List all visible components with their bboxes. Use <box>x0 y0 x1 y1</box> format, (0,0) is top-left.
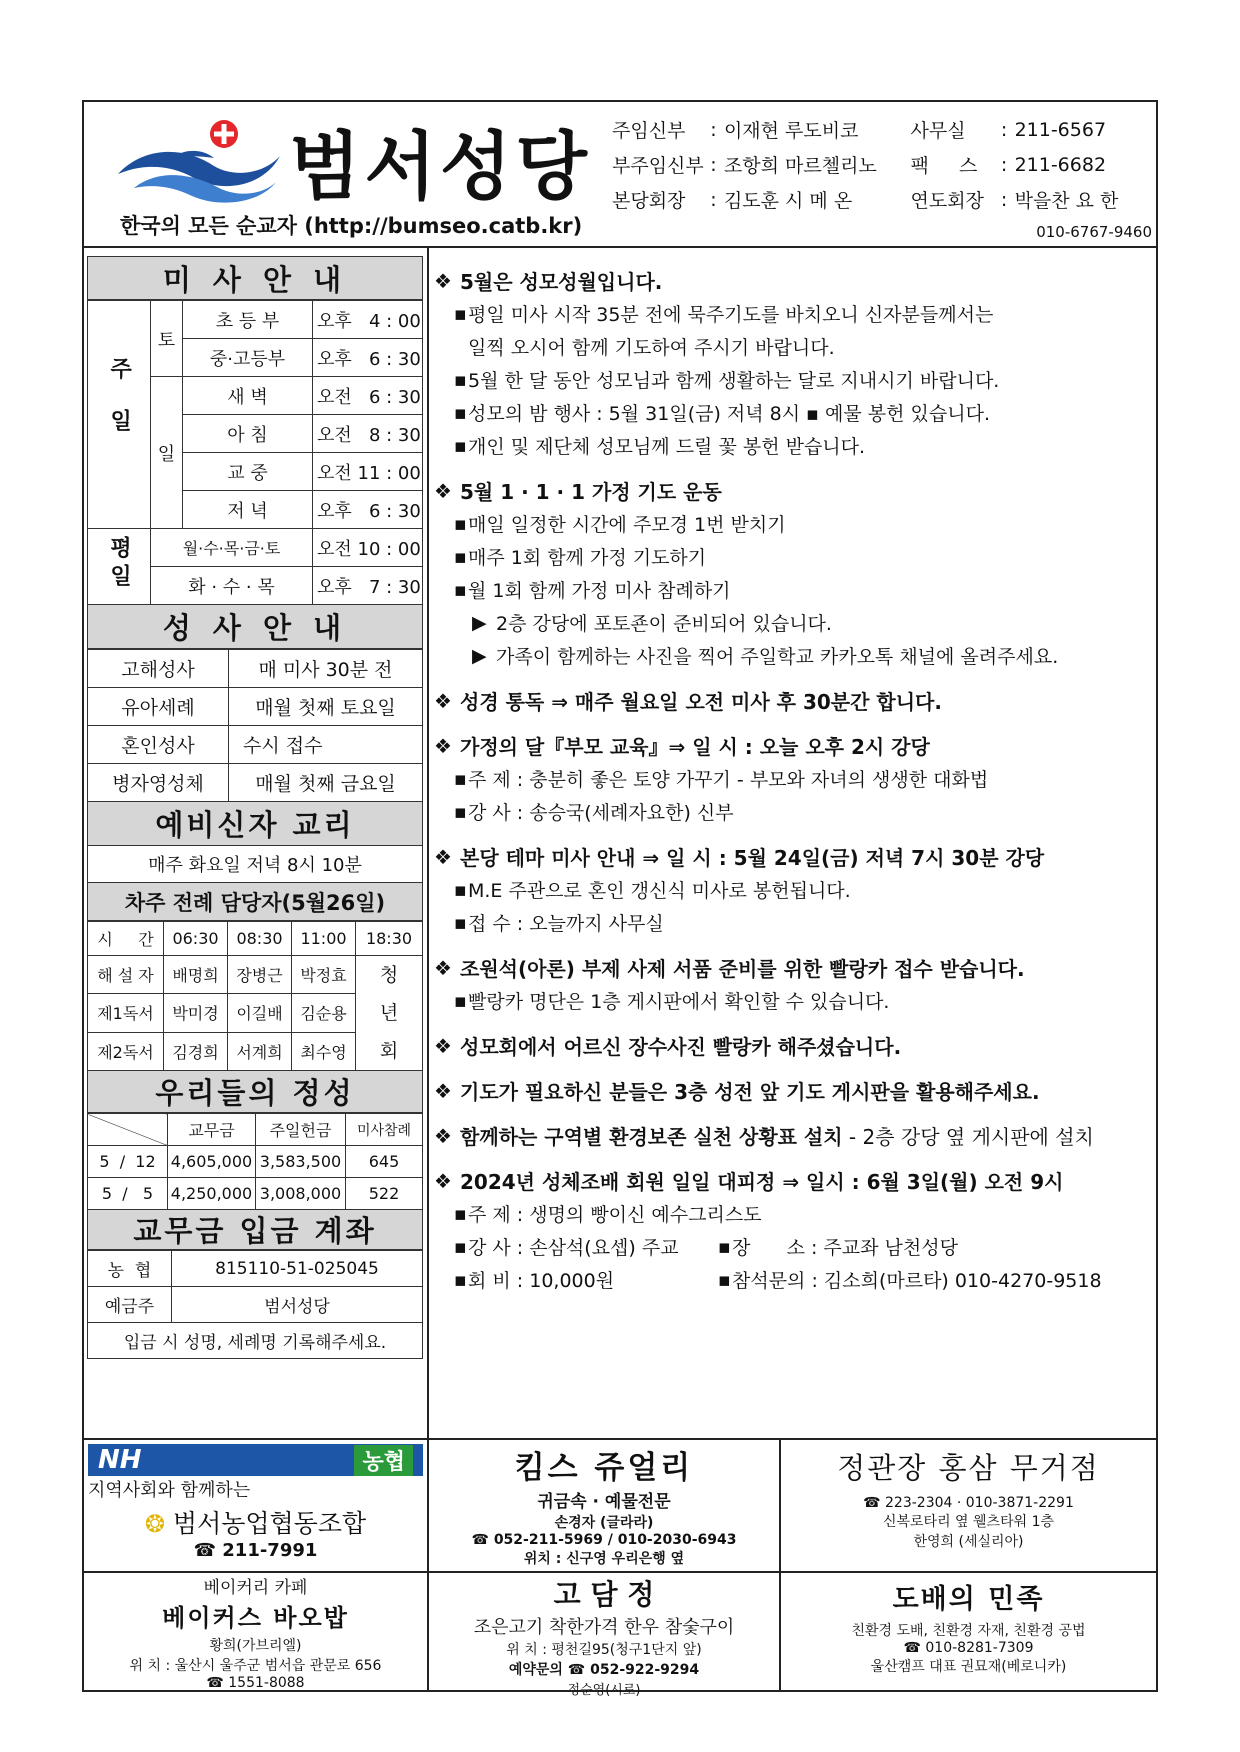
weekday-label-text: 평일 <box>106 535 132 592</box>
announcement-title <box>434 1119 1156 1152</box>
ad-nh <box>84 1440 429 1571</box>
nh-logo-kr-text: 농협 <box>362 1449 405 1475</box>
announcement-item <box>434 1263 1156 1296</box>
staff-sep: : <box>1000 153 1008 176</box>
offering-table <box>87 1113 423 1210</box>
duty-youth-char: 청 <box>379 964 399 986</box>
announcement-title-text: 5월은 성모성월입니다. <box>460 270 663 294</box>
offering-header: 교무금 <box>168 1114 256 1146</box>
table-row <box>88 1178 423 1210</box>
mass-time: 오전 11 : 00 <box>313 453 423 491</box>
diamond-bullet-icon: ❖ <box>434 844 452 869</box>
staff-role: 사무실 <box>910 120 966 142</box>
announcement-title <box>434 729 1156 762</box>
staff-sep: : <box>710 188 717 211</box>
parish-logo-icon <box>114 116 284 206</box>
duty-person: 배명희 <box>164 956 228 994</box>
announcement-title <box>434 264 1156 297</box>
diamond-bullet-icon: ❖ <box>434 1033 452 1058</box>
duty-time: 11:00 <box>292 922 356 956</box>
announcement-title-text: 기도가 필요하신 분들은 3층 성전 앞 기도 게시판을 활용해주세요. <box>460 1080 1040 1104</box>
dobae-desc: 친환경 도배, 친환경 자재, 친환경 공법 <box>851 1623 1086 1639</box>
announcement-item-text: 회 비 : 10,000원 <box>468 1270 615 1292</box>
table-row <box>88 301 423 339</box>
ginseng-owner: 한영희 (세실리아) <box>913 1534 1024 1550</box>
announcement-item-text: 강 사 : 손삼석(요셉) 주교 <box>468 1237 679 1259</box>
sacrament-value: 매월 첫째 토요일 <box>229 688 423 726</box>
offering-collection: 3,583,500 <box>256 1146 346 1178</box>
square-bullet-icon: ▪ <box>454 368 467 391</box>
staff-row <box>612 112 1152 147</box>
header <box>84 102 1156 248</box>
mass-name: 교 중 <box>183 453 313 491</box>
announcement-item-text: 일찍 오시어 함께 기도하여 주시기 바랍니다. <box>468 337 835 359</box>
diamond-bullet-icon: ❖ <box>434 955 452 980</box>
announcement-subitem <box>434 639 1156 672</box>
offering-attendance: 645 <box>346 1146 423 1178</box>
square-bullet-icon: ▪ <box>718 1235 731 1258</box>
square-bullet-icon: ▪ <box>454 1268 467 1291</box>
godam-owner: 정순영(시로) <box>567 1683 641 1698</box>
announcement-item <box>434 573 1156 606</box>
announcement-title-text: 함께하는 구역별 환경보존 실천 상황표 설치 <box>460 1125 843 1149</box>
announcement-item-text: 성모의 밤 행사 : 5월 31일(금) 저녁 8시 ▪ 예물 봉헌 있습니다. <box>468 403 991 425</box>
advertisements <box>84 1438 1156 1698</box>
announcement-item-text: M.E 주관으로 혼인 갱신식 미사로 봉헌됩니다. <box>468 880 851 902</box>
announcement-item <box>434 906 1156 939</box>
staff-sep: : <box>1000 188 1008 211</box>
sunday-label <box>88 301 151 529</box>
diamond-bullet-icon: ❖ <box>434 1123 452 1148</box>
duty-person: 서계희 <box>228 1032 292 1070</box>
mass-name: 초 등 부 <box>183 301 313 339</box>
bank-label: 농 협 <box>88 1251 172 1287</box>
mass-time: 오후 6 : 30 <box>313 339 423 377</box>
announcement-item <box>434 429 1156 462</box>
announcement-item-text: 평일 미사 시작 35분 전에 묵주기도를 바치오니 신자분들께서는 <box>468 304 994 326</box>
announcement <box>434 264 1156 462</box>
mass-table <box>87 300 423 605</box>
staff-role: 연도회장 <box>910 190 984 212</box>
staff-name: 조항희 마르첼리노 <box>723 155 877 177</box>
duty-time: 08:30 <box>228 922 292 956</box>
offering-title: 우리들의 정성 <box>87 1071 423 1113</box>
staff-value: 박을찬 요 한 <box>1014 190 1119 212</box>
duty-role: 제1독서 <box>88 994 164 1032</box>
bank-account: 815110-51-025045 <box>172 1251 423 1287</box>
announcement-item-text: 주 제 : 충분히 좋은 토양 가꾸기 - 부모와 자녀의 생생한 대화법 <box>468 769 989 791</box>
parish-subtitle: 한국의 모든 순교자 (http://bumseo.catb.kr) <box>120 214 583 238</box>
announcement-item-text: 매주 1회 함께 가정 기도하기 <box>468 547 707 569</box>
godam-desc: 조은고기 착한가격 한우 참숯구이 <box>473 1617 735 1638</box>
account-table <box>87 1250 423 1359</box>
triangle-bullet-icon: ▶ <box>472 644 487 667</box>
sacrament-title: 성 사 안 내 <box>87 605 423 649</box>
announcement-item-text: 강 사 : 송승국(세례자요한) 신부 <box>468 802 734 824</box>
staff-role: 부주임신부 <box>612 155 704 177</box>
staff-value: 211-6567 <box>1014 118 1107 141</box>
mass-name: 중·고등부 <box>183 339 313 377</box>
offering-header: 미사참례 <box>346 1114 423 1146</box>
square-bullet-icon: ▪ <box>454 878 467 901</box>
diamond-bullet-icon: ❖ <box>434 688 452 713</box>
diamond-bullet-icon: ❖ <box>434 268 452 293</box>
announcement-subitem <box>434 606 1156 639</box>
announcement-title <box>434 474 1156 507</box>
announcement <box>434 951 1156 1017</box>
square-bullet-icon: ▪ <box>454 1235 467 1258</box>
announcement-item <box>434 297 1156 330</box>
announcement-title <box>434 684 1156 717</box>
duty-youth <box>356 956 423 1071</box>
duty-person: 장병근 <box>228 956 292 994</box>
announcements <box>434 264 1156 1308</box>
announcement <box>434 1119 1156 1152</box>
offering-collection: 3,008,000 <box>256 1178 346 1210</box>
table-row <box>88 764 423 802</box>
staff-sep: : <box>710 153 717 176</box>
announcement-title <box>434 1029 1156 1062</box>
square-bullet-icon: ▪ <box>454 434 467 457</box>
announcement-title-text: 본당 테마 미사 안내 ⇒ 일 시 : 5월 24일(금) 저녁 7시 30분 강당 <box>460 846 1045 870</box>
table-row <box>88 1146 423 1178</box>
announcement <box>434 729 1156 828</box>
holder-label: 예금주 <box>88 1287 172 1323</box>
mass-time: 오후 6 : 30 <box>313 491 423 529</box>
diamond-bullet-icon: ❖ <box>434 733 452 758</box>
nh-logo <box>88 1444 423 1476</box>
holder-value: 범서성당 <box>172 1287 423 1323</box>
announcement-item <box>434 762 1156 795</box>
mass-time: 오전 10 : 00 <box>313 529 423 567</box>
announcement-title-text: 성경 통독 ⇒ 매주 월요일 오전 미사 후 30분간 합니다. <box>460 690 942 714</box>
announcement-item <box>434 795 1156 828</box>
jewelry-owner: 손경자 (글라라) <box>554 1515 654 1531</box>
nh-logo-text: NH <box>98 1445 142 1475</box>
square-bullet-icon: ▪ <box>454 302 467 325</box>
nh-logo-kr <box>354 1445 413 1476</box>
bakery-line1: 베이커리 카페 <box>203 1578 308 1598</box>
square-bullet-icon: ▪ <box>454 989 467 1012</box>
announcement-item-text: 5월 한 달 동안 성모님과 함께 생활하는 달로 지내시기 바랍니다. <box>468 370 1000 392</box>
table-row <box>88 529 423 567</box>
announcement-item <box>434 540 1156 573</box>
sacrament-value: 수시 접수 <box>229 726 423 764</box>
parish-name: 범서성당 <box>289 124 591 210</box>
duty-person: 최수영 <box>292 1032 356 1070</box>
duty-youth-char: 년 <box>379 1002 399 1024</box>
staff-extra-phone: 010-6767-9460 <box>1036 223 1152 241</box>
dobae-name: 도배의 민족 <box>892 1584 1045 1615</box>
duty-youth-char: 회 <box>379 1040 399 1062</box>
jewelry-phone: ☎ 052-211-5969 / 010-2030-6943 <box>471 1532 737 1548</box>
ad-jewelry <box>429 1440 781 1571</box>
table-row <box>88 726 423 764</box>
square-bullet-icon: ▪ <box>454 800 467 823</box>
announcement-title <box>434 951 1156 984</box>
godam-location: 위 치 : 평천길95(청구1단지 앞) <box>506 1642 702 1658</box>
announcement <box>434 1029 1156 1062</box>
sat-label: 토 <box>151 301 183 377</box>
sacrament-name: 고해성사 <box>88 650 229 688</box>
catechumen-value: 매주 화요일 저녁 8시 10분 <box>87 846 423 883</box>
offering-date: 5 / 12 <box>88 1146 168 1178</box>
sacrament-value: 매월 첫째 금요일 <box>229 764 423 802</box>
announcement-item-text: 빨랑카 명단은 1층 게시판에서 확인할 수 있습니다. <box>468 991 890 1013</box>
catechumen-title: 예비신자 교리 <box>87 802 423 846</box>
announcement-item-text: 2층 강당에 포토죤이 준비되어 있습니다. <box>496 613 832 635</box>
ad-godam <box>429 1571 781 1698</box>
announcement <box>434 840 1156 939</box>
square-bullet-icon: ▪ <box>718 1268 731 1291</box>
table-row <box>88 1287 423 1323</box>
duty-time-label: 시 간 <box>88 922 164 956</box>
mass-time: 오전 8 : 30 <box>313 415 423 453</box>
announcement-item <box>434 330 1156 363</box>
offering-attendance: 522 <box>346 1178 423 1210</box>
jewelry-name: 킴스 쥬얼리 <box>514 1450 694 1486</box>
announcement-title-text: 2024년 성체조배 회원 일일 대피정 ⇒ 일시 : 6월 3일(월) 오전 9시 <box>460 1170 1064 1194</box>
mass-title: 미 사 안 내 <box>87 256 423 300</box>
diamond-bullet-icon: ❖ <box>434 1078 452 1103</box>
announcement <box>434 474 1156 672</box>
dobae-owner: 울산캠프 대표 권묘재(베로니카) <box>870 1659 1067 1675</box>
ginseng-location: 신복로타리 옆 웰츠타워 1층 <box>882 1514 1055 1530</box>
mass-time: 오후 7 : 30 <box>313 567 423 605</box>
announcement-item <box>434 1230 1156 1263</box>
triangle-bullet-icon: ▶ <box>472 611 487 634</box>
account-note: 입금 시 성명, 세례명 기록해주세요. <box>88 1323 423 1359</box>
mass-name: 저 녁 <box>183 491 313 529</box>
bulletin-frame <box>82 100 1158 1698</box>
square-bullet-icon: ▪ <box>454 545 467 568</box>
duty-table <box>87 921 423 1071</box>
announcement-title <box>434 840 1156 873</box>
account-title: 교무금 입금 계좌 <box>87 1210 423 1250</box>
announcement-item <box>434 507 1156 540</box>
staff-value: 211-6682 <box>1014 153 1107 176</box>
announcement-item <box>434 396 1156 429</box>
ad-dobae <box>781 1571 1156 1692</box>
staff-name: 김도훈 시 메 온 <box>723 190 853 212</box>
sun-label: 일 <box>151 377 183 529</box>
table-row <box>88 1323 423 1359</box>
sunday-label-text: 주일 <box>106 356 132 461</box>
jewelry-location: 위치 : 신구영 우리은행 옆 <box>523 1551 685 1567</box>
announcement-item-text: 접 수 : 오늘까지 사무실 <box>468 913 664 935</box>
staff-row <box>612 182 1152 217</box>
duty-person: 김경희 <box>164 1032 228 1070</box>
duty-person: 김순용 <box>292 994 356 1032</box>
ad-bakery <box>84 1571 429 1692</box>
table-row <box>88 688 423 726</box>
announcement-item <box>434 363 1156 396</box>
announcement-item-text: 주 제 : 생명의 빵이신 예수그리스도 <box>468 1204 762 1226</box>
bakery-name: 베이커스 바오밥 <box>162 1604 349 1632</box>
table-row <box>88 650 423 688</box>
announcement-item-text: 매일 일정한 시간에 주모경 1번 받치기 <box>468 514 786 536</box>
announcement <box>434 1074 1156 1107</box>
square-bullet-icon: ▪ <box>454 578 467 601</box>
duty-person: 이길배 <box>228 994 292 1032</box>
duty-person: 박미경 <box>164 994 228 1032</box>
announcement-item <box>434 873 1156 906</box>
diamond-bullet-icon: ❖ <box>434 478 452 503</box>
nh-line1: 지역사회와 함께하는 <box>88 1480 251 1501</box>
dobae-phone: ☎ 010-8281-7309 <box>903 1640 1034 1656</box>
bakery-location: 위 치 : 울산시 울주군 범서읍 관문로 656 <box>129 1658 382 1674</box>
table-row <box>88 956 423 994</box>
offering-corner <box>88 1114 168 1146</box>
jewelry-desc: 귀금속 · 예물전문 <box>537 1492 671 1512</box>
ad-ginseng <box>781 1440 1156 1571</box>
staff-name: 이재현 루도비코 <box>723 120 859 142</box>
mass-name: 새 벽 <box>183 377 313 415</box>
duty-role: 해 설 자 <box>88 956 164 994</box>
announcement-item-text: 가족이 함께하는 사진을 찍어 주일학교 카카오톡 채널에 올려주세요. <box>496 646 1059 668</box>
nh-name <box>84 1504 427 1540</box>
staff-list <box>612 112 1152 217</box>
offering-dues: 4,250,000 <box>168 1178 256 1210</box>
announcement-item-text: 개인 및 제단체 성모님께 드릴 꽃 봉헌 받습니다. <box>468 436 866 458</box>
staff-role: 팩 스 <box>910 155 978 177</box>
nh-phone: ☎ 211-7991 <box>193 1540 318 1561</box>
mass-time: 오전 6 : 30 <box>313 377 423 415</box>
staff-sep: : <box>710 118 717 141</box>
announcement-title <box>434 1164 1156 1197</box>
sacrament-name: 병자영성체 <box>88 764 229 802</box>
ginseng-phone: ☎ 223-2304 · 010-3871-2291 <box>863 1495 1074 1511</box>
announcement-title-text: 가정의 달『부모 교육』⇒ 일 시 : 오늘 오후 2시 강당 <box>460 735 930 759</box>
staff-sep: : <box>1000 118 1008 141</box>
staff-role: 주임신부 <box>612 120 686 142</box>
square-bullet-icon: ▪ <box>454 512 467 535</box>
sacrament-value: 매 미사 30분 전 <box>229 650 423 688</box>
nh-name-text: 범서농업협동조합 <box>172 1509 367 1538</box>
announcement-item-text: 장 소 : 주교좌 남천성당 <box>732 1237 958 1259</box>
duty-person: 박정효 <box>292 956 356 994</box>
offering-dues: 4,605,000 <box>168 1146 256 1178</box>
announcement-title-text: 5월 1 · 1 · 1 가정 기도 운동 <box>460 480 722 504</box>
announcement-item <box>434 1197 1156 1230</box>
left-column <box>87 256 423 1359</box>
announcement-item-text: 월 1회 함께 가정 미사 참례하기 <box>468 580 731 602</box>
nh-mark-icon: ❂ <box>144 1510 165 1538</box>
square-bullet-icon: ▪ <box>454 911 467 934</box>
announcement-title <box>434 1074 1156 1107</box>
sacrament-name: 유아세례 <box>88 688 229 726</box>
bakery-phone: ☎ 1551-8088 <box>206 1675 305 1691</box>
offering-header: 주일헌금 <box>256 1114 346 1146</box>
square-bullet-icon: ▪ <box>454 767 467 790</box>
staff-row <box>612 147 1152 182</box>
announcement-item <box>434 984 1156 1017</box>
offering-date: 5 / 5 <box>88 1178 168 1210</box>
sacrament-table <box>87 649 423 802</box>
ginseng-name: 정관장 홍삼 무거점 <box>837 1451 1100 1485</box>
announcement-title-tail: - 2층 강당 옆 게시판에 설치 <box>842 1125 1094 1149</box>
sacrament-name: 혼인성사 <box>88 726 229 764</box>
announcement-title-text: 조원석(아론) 부제 사제 서품 준비를 위한 빨랑카 접수 받습니다. <box>460 957 1025 981</box>
godam-phone: 예약문의 ☎ 052-922-9294 <box>508 1662 700 1678</box>
announcement-title-text: 성모회에서 어르신 장수사진 빨랑카 해주셨습니다. <box>460 1035 902 1059</box>
mass-time: 오후 4 : 00 <box>313 301 423 339</box>
duty-role: 제2독서 <box>88 1032 164 1070</box>
table-row <box>88 1251 423 1287</box>
column-divider <box>427 246 429 1438</box>
square-bullet-icon: ▪ <box>454 1202 467 1225</box>
table-row <box>88 922 423 956</box>
bakery-owner: 황희(가브리엘) <box>209 1638 302 1654</box>
duty-time: 06:30 <box>164 922 228 956</box>
duty-title: 차주 전례 담당자(5월26일) <box>87 883 423 921</box>
duty-time: 18:30 <box>356 922 423 956</box>
godam-name: 고 담 정 <box>553 1578 655 1611</box>
mass-name: 화 · 수 · 목 <box>151 567 313 605</box>
mass-name: 아 침 <box>183 415 313 453</box>
mass-name: 월·수·목·금·토 <box>151 529 313 567</box>
weekday-label <box>88 529 151 605</box>
table-row <box>88 1114 423 1146</box>
square-bullet-icon: ▪ <box>454 401 467 424</box>
announcement <box>434 1164 1156 1296</box>
announcement <box>434 684 1156 717</box>
announcement-item-text: 참석문의 : 김소희(마르타) 010-4270-9518 <box>732 1270 1102 1292</box>
diamond-bullet-icon: ❖ <box>434 1168 452 1193</box>
staff-role: 본당회장 <box>612 190 686 212</box>
